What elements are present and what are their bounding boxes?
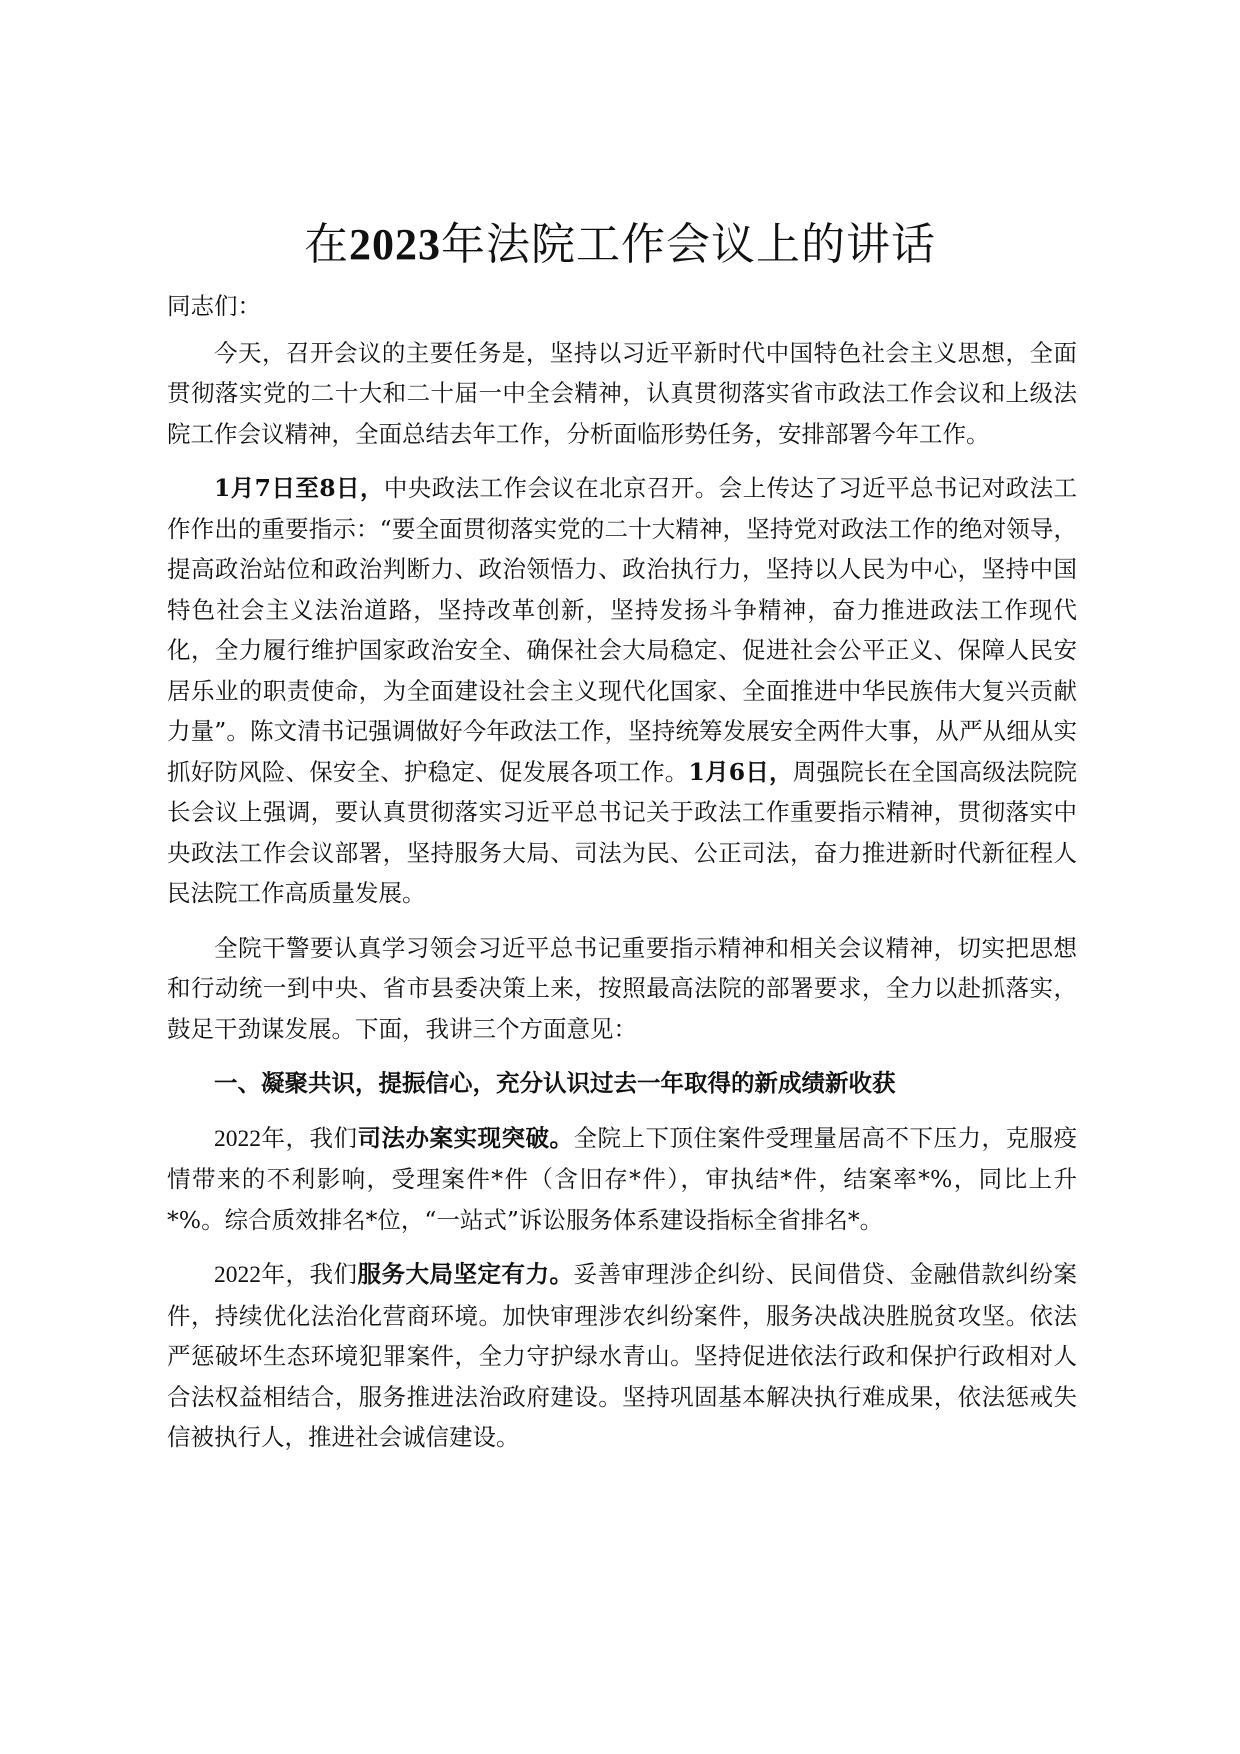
paragraph-meeting-text: 中央政法工作会议在北京召开。会上传达了习近平总书记对政法工作作出的重要指示：“要全面贯彻落实党的二十大精神，坚持党对政法工作的绝对领导，提高政治站位和政治判断力、政治领悟力、政治执行力，坚持以人民为中心，坚持中国特色社会主义法治道路，坚持改革创新，坚持发扬斗争精神，奋力推进政法工作现代化，全力履行维护国家政治安全、确保社会大局稳定、促进社会公平正义、保障人民安居乐业的职责使命，为全面建设社会主义现代化国家、全面推进中华民族伟大复兴贡献力量”。陈文清书记强调做好今年政法工作，坚持统筹发展安全两件大事，从严从细从实抓好防风险、保安全、护稳定、促发展各项工作。	[167, 474, 1077, 786]
text-we-b: 年，我们	[261, 1260, 358, 1288]
page-title	[0, 215, 1240, 275]
paragraph-case-handling	[167, 1118, 1077, 1241]
paragraph-serve-overall-text: 妥善审理涉企纠纷、民间借贷、金融借款纠纷案件，持续优化法治化营商环境。加快审理涉农纠纷案件，服务决战决胜脱贫攻坚。依法严惩破坏生态环境犯罪案件，全力守护绿水青山。坚持促进依法行政和保护行政相对人合法权益相结合，服务推进法治政府建设。坚持巩固基本解决执行难成果，依法惩戒失信被执行人，推进社会诚信建设。	[167, 1260, 1077, 1451]
paragraph-intro: 今天，召开会议的主要任务是，坚持以习近平新时代中国特色社会主义思想，全面贯彻落实党的二十大和二十届一中全会精神，认真贯彻落实省市政法工作会议和上级法院工作会议精神，全面总结去年工作，分析面临形势任务，安排部署今年工作。	[167, 338, 1077, 448]
paragraph-meeting-tail: 周强院长在全国高级法院院长会议上强调，要认真贯彻落实习近平总书记关于政法工作重要指示精神，贯彻落实中央政法工作会议部署，坚持服务大局、司法为民、公正司法，奋力推进新时代新征程人民法院工作高质量发展。	[167, 757, 1078, 907]
title-year: 2023	[349, 220, 441, 269]
paragraph-serve-overall	[167, 1254, 1077, 1458]
salutation: 同志们：	[167, 292, 261, 320]
highlight-case-handling: 司法办案实现突破。	[357, 1123, 574, 1152]
title-prefix: 在	[304, 219, 349, 270]
date-jan-6: 1月6日，	[688, 757, 793, 786]
document-body	[167, 286, 1077, 1472]
year-2022-a: 2022	[214, 1125, 261, 1152]
section-heading-1: 一、凝聚共识，提振信心，充分认识过去一年取得的新成绩新收获	[214, 1069, 896, 1097]
paragraph-case-handling-text: 全院上下顶住案件受理量居高不下压力，克服疫情带来的不利影响，受理案件*件（含旧存*件），审执结*件，结案率*%，同比上升*%。综合质效排名*位，“一站式”诉讼服务体系建设指标全省排名*。	[167, 1123, 1077, 1234]
highlight-serve-overall: 服务大局坚定有力。	[357, 1260, 574, 1288]
paragraph-meeting	[167, 468, 1077, 914]
date-jan-7-8: 1月7日至8日，	[214, 474, 384, 502]
year-2022-b: 2022	[214, 1262, 261, 1288]
paragraph-call-to-action: 全院干警要认真学习领会习近平总书记重要指示精神和相关会议精神，切实把思想和行动统一到中央、省市县委决策上来，按照最高法院的部署要求，全力以赴抓落实，鼓足干劲谋发展。下面，我讲三个方面意见：	[167, 933, 1077, 1043]
title-suffix: 年法院工作会议上的讲话	[441, 219, 936, 270]
text-we-a: 年，我们	[261, 1123, 358, 1152]
